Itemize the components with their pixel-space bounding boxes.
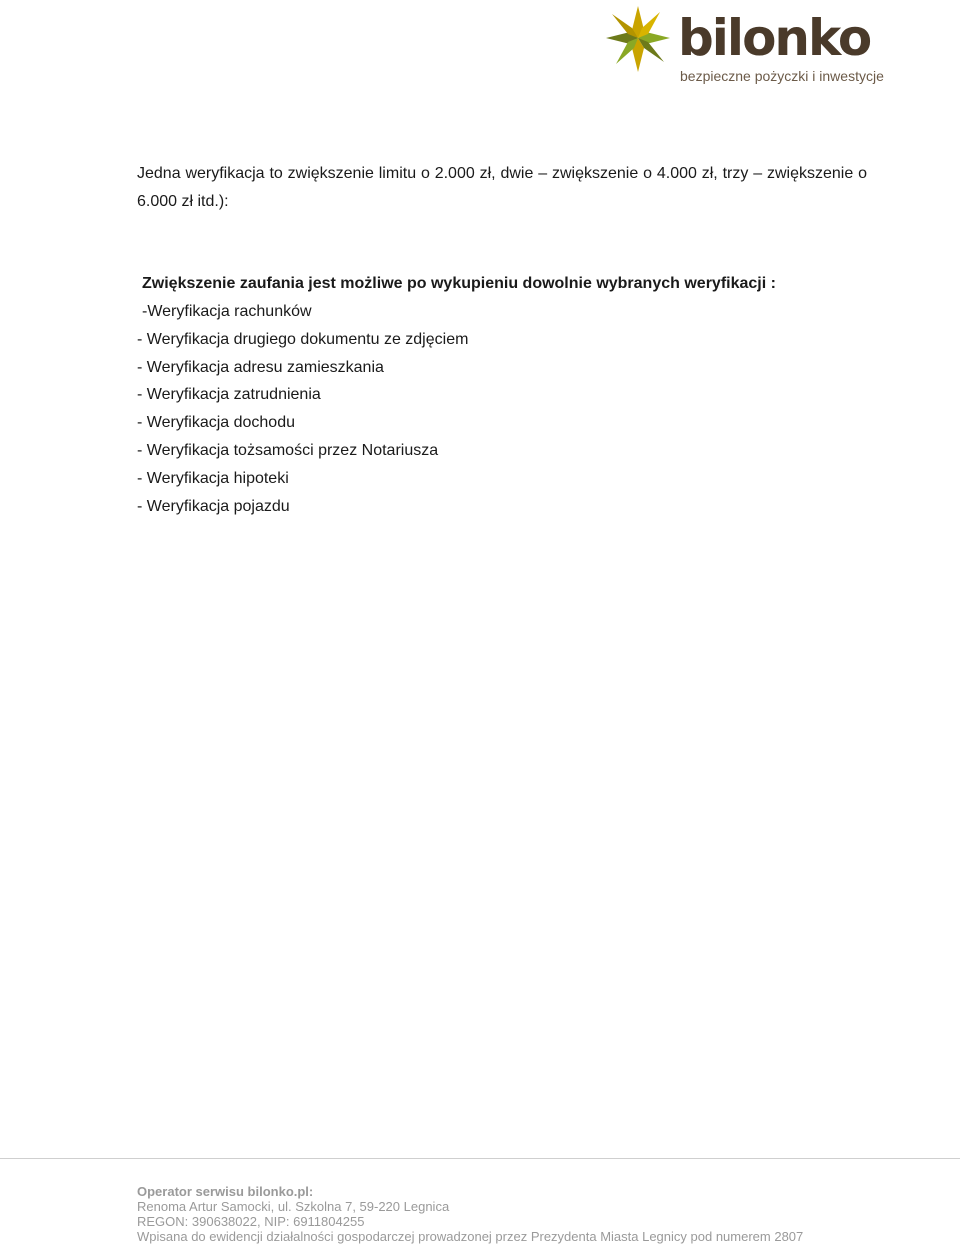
logo-tagline: bezpieczne pożyczki i inwestycje (680, 68, 884, 84)
list-item: - Weryfikacja drugiego dokumentu ze zdjęciem (137, 330, 469, 348)
intro-paragraph: Jedna weryfikacja to zwiększenie limitu o 2.000 zł, dwie – zwiększenie o 4.000 zł, trzy – zwiększenie o 6.000 zł itd.): (137, 165, 867, 210)
list-item: - Weryfikacja pojazdu (137, 497, 290, 515)
verification-list (137, 298, 468, 520)
list-item: - Weryfikacja dochodu (137, 414, 295, 432)
list-item: - Weryfikacja tożsamości przez Notariusza (137, 441, 439, 459)
verification-heading: Zwiększenie zaufania jest możliwe po wykupieniu dowolnie wybranych weryfikacji : (142, 275, 776, 292)
list-item: - Weryfikacja zatrudnienia (137, 386, 321, 404)
list-item: - Weryfikacja adresu zamieszkania (137, 358, 384, 376)
star-logo-icon (604, 4, 672, 74)
footer-registration: REGON: 390638022, NIP: 6911804255 (137, 1214, 365, 1229)
footer-divider (0, 1158, 960, 1159)
footer-address: Renoma Artur Samocki, ul. Szkolna 7, 59-220 Legnica (137, 1199, 450, 1214)
logo-wordmark: bilonko (678, 9, 871, 67)
list-item: - Weryfikacja hipoteki (137, 469, 289, 487)
footer-title: Operator serwisu bilonko.pl: (137, 1184, 314, 1199)
footer-registry-note: Wpisana do ewidencji działalności gospodarczej prowadzonej przez Prezydenta Miasta Legnicy pod numerem 2807 (137, 1229, 804, 1244)
list-item: -Weryfikacja rachunków (142, 303, 312, 320)
bilonko-logo (604, 4, 884, 88)
footer (137, 1184, 803, 1244)
